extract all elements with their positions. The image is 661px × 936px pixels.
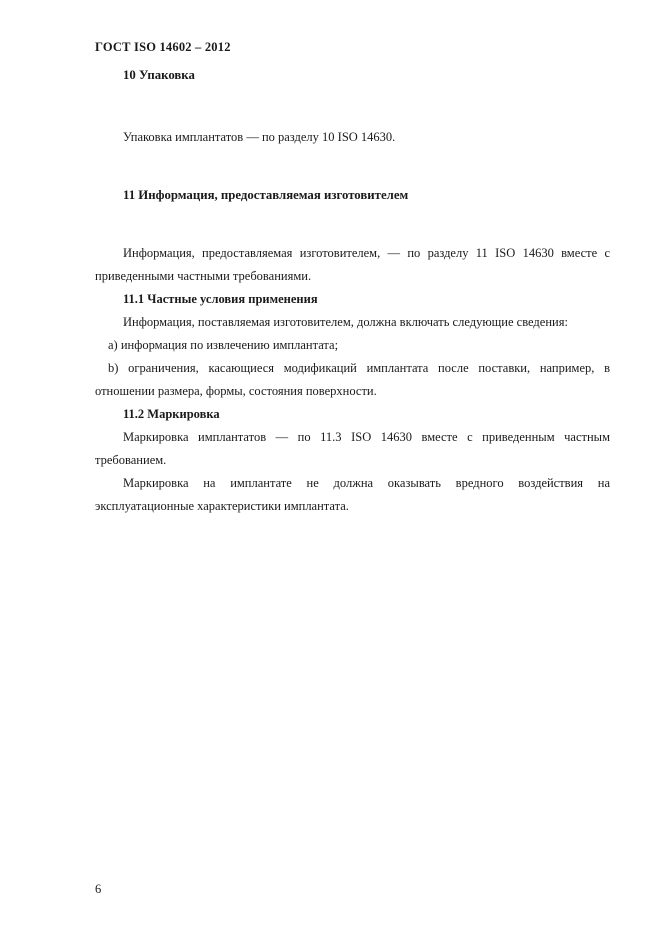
running-header bbox=[95, 40, 231, 55]
spacer bbox=[95, 207, 610, 242]
list-item-a: а) информация по извлечению имплантата; bbox=[108, 338, 339, 352]
section-11-2-text-1: Маркировка имплантатов — по 11.3 ISO 14630 вместе с приведенным частным требованием. bbox=[95, 430, 610, 467]
page-number: 6 bbox=[95, 882, 102, 896]
section-10-text: Упаковка имплантатов — по разделу 10 ISO 14630. bbox=[123, 130, 396, 144]
section-11-2-text-2: Маркировка на имплантате не должна оказывать вредного воздействия на эксплуатационные характеристики имплантата. bbox=[95, 476, 610, 513]
header-separator: – bbox=[191, 40, 205, 54]
document-body bbox=[95, 64, 610, 518]
standard-code: ГОСТ ISO 14602 bbox=[95, 40, 192, 54]
section-11-heading: 11 Информация, предоставляемая изготовителем bbox=[123, 188, 409, 202]
list-item-b: b) ограничения, касающиеся модификаций имплантата после поставки, например, в отношении размера, формы, состояния поверхности. bbox=[95, 361, 610, 398]
section-11-intro: Информация, предоставляемая изготовителем, — по разделу 11 ISO 14630 вместе с приведенными частными требованиями. bbox=[95, 246, 610, 283]
section-11-1-text: Информация, поставляемая изготовителем, должна включать следующие сведения: bbox=[123, 315, 568, 329]
spacer bbox=[95, 149, 610, 184]
standard-year: 2012 bbox=[204, 40, 231, 54]
section-11-2-heading: 11.2 Маркировка bbox=[123, 407, 220, 421]
spacer bbox=[95, 87, 610, 126]
section-10-heading: 10 Упаковка bbox=[123, 68, 195, 82]
section-11-1-heading: 11.1 Частные условия применения bbox=[123, 292, 318, 306]
